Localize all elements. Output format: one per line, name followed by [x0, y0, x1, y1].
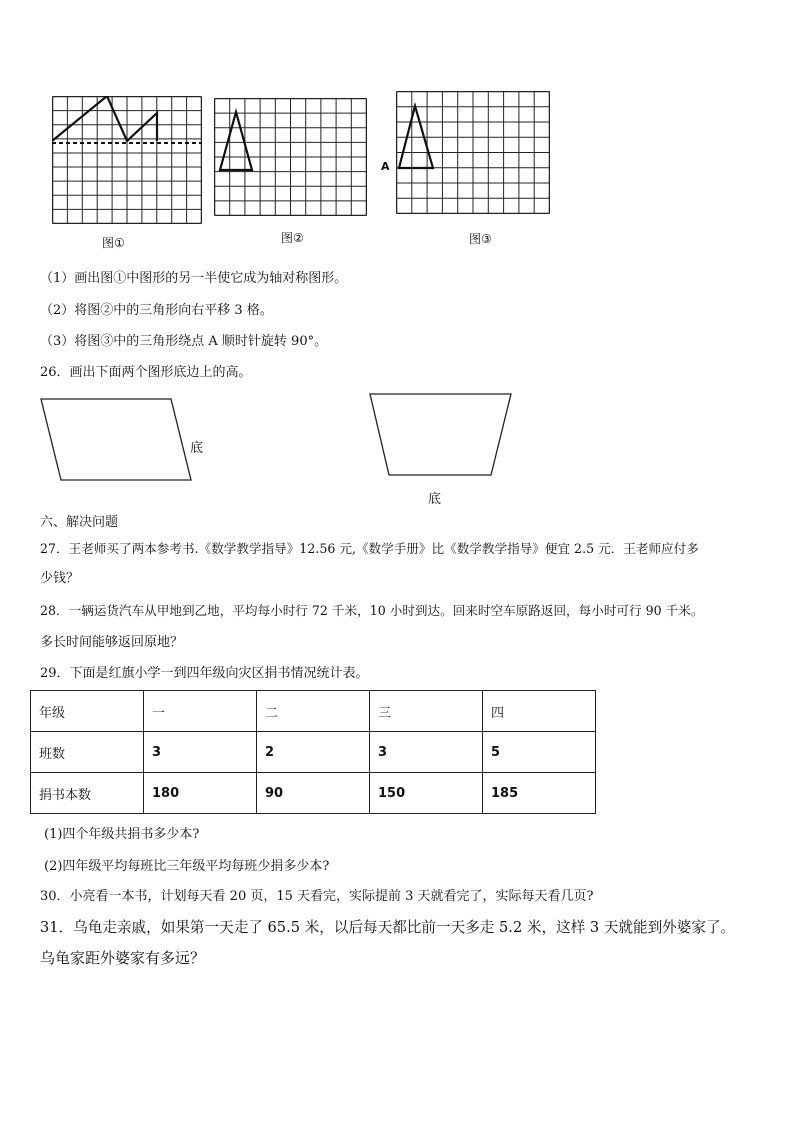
q30-text: 30．小亮看一本书，计划每天看 20 页，15 天看完，实际提前 3 天就看完了，实际每天看几页? [40, 889, 594, 904]
table-cell: 四 [483, 691, 596, 732]
trapezoid-base-label: 底 [428, 492, 442, 507]
figure-2-caption: 图② [281, 231, 304, 245]
q27-line1: 27．王老师买了两本参考书.《数学教学指导》12.56 元,《数学手册》比《数学教学指导》便宜 2.5 元．王老师应付多 [40, 541, 699, 556]
table-cell: 5 [483, 732, 596, 773]
point-a-label: A [381, 160, 390, 173]
q26-text: 26．画出下面两个图形底边上的高。 [40, 365, 252, 380]
q25-sub1: （1）画出图①中图形的另一半使它成为轴对称图形。 [40, 271, 348, 286]
figure-1-grid [52, 96, 202, 224]
figure-3-grid [396, 91, 550, 214]
table-cell: 150 [370, 773, 483, 814]
table-cell: 二 [257, 691, 370, 732]
q29-sub1: (1)四个年级共捐书多少本? [44, 827, 200, 842]
table-cell: 班数 [31, 732, 144, 773]
table-row [31, 691, 596, 732]
q31-line2: 乌龟家距外婆家有多远？ [40, 949, 206, 967]
table-cell: 90 [257, 773, 370, 814]
table-cell: 3 [144, 732, 257, 773]
table-row [31, 732, 596, 773]
table-cell: 三 [370, 691, 483, 732]
trapezoid [368, 392, 514, 478]
q27-line2: 少钱？ [40, 571, 80, 586]
q28-line2: 多长时间能够返回原地？ [40, 635, 184, 650]
table-cell: 一 [144, 691, 257, 732]
q25-sub3: （3）将图③中的三角形绕点 A 顺时针旋转 90°。 [40, 334, 328, 349]
triangle [220, 112, 252, 170]
table-cell: 180 [144, 773, 257, 814]
figure-3-caption: 图③ [469, 232, 492, 246]
table-cell: 3 [370, 732, 483, 773]
donation-table [30, 690, 596, 814]
q25-sub2: （2）将图②中的三角形向右平移 3 格。 [40, 303, 273, 318]
table-cell: 2 [257, 732, 370, 773]
q31-line1: 31．乌龟走亲戚，如果第一天走了 65.5 米，以后每天都比前一天多走 5.2 米，这样 3 天就能到外婆家了。 [40, 919, 736, 936]
q29-text: 29．下面是红旗小学一到四年级向灾区捐书情况统计表。 [40, 666, 369, 681]
q29-sub2: (2)四年级平均每班比三年级平均每班少捐多少本? [44, 859, 330, 874]
table-row [31, 773, 596, 814]
table-cell: 年级 [31, 691, 144, 732]
parallelogram-base-label: 底 [190, 441, 204, 456]
figure-2-grid [214, 98, 367, 216]
table-cell: 185 [483, 773, 596, 814]
q28-line1: 28．一辆运货汽车从甲地到乙地，平均每小时行 72 千米，10 小时到达。回来时空车原路返回，每小时可行 90 千米。 [40, 603, 704, 618]
section-title: 六、解决问题 [40, 515, 119, 530]
figure-1-caption: 图① [102, 236, 125, 250]
parallelogram [38, 396, 194, 484]
table-cell: 捐书本数 [31, 773, 144, 814]
